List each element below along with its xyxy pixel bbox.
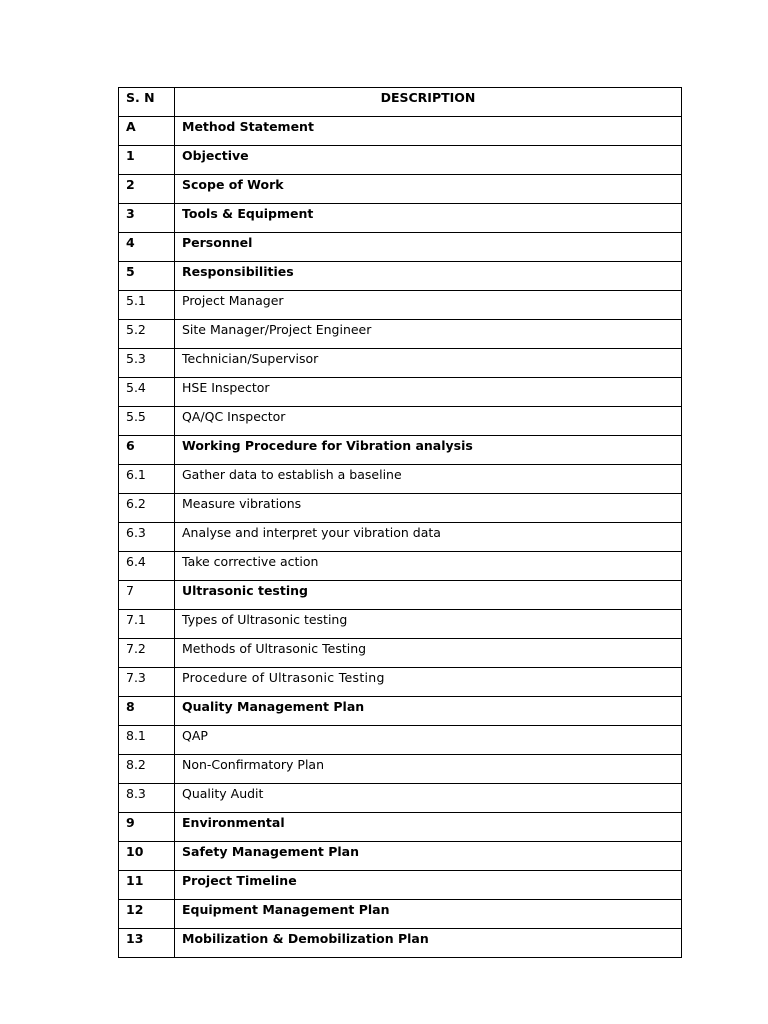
description-column-header: DESCRIPTION [175, 88, 682, 117]
row-description: Procedure of Ultrasonic Testing [175, 668, 682, 697]
row-sn: 7.1 [119, 610, 175, 639]
table-row [119, 813, 682, 842]
table-row [119, 494, 682, 523]
row-description: Methods of Ultrasonic Testing [175, 639, 682, 668]
table-row [119, 407, 682, 436]
table-row [119, 784, 682, 813]
row-sn: 5.5 [119, 407, 175, 436]
row-sn: 4 [119, 233, 175, 262]
row-description: Quality Management Plan [175, 697, 682, 726]
row-sn: 5 [119, 262, 175, 291]
row-sn: 1 [119, 146, 175, 175]
row-description: Quality Audit [175, 784, 682, 813]
contents-table [118, 87, 682, 958]
table-row [119, 697, 682, 726]
table-header-row [119, 88, 682, 117]
row-sn: 6.3 [119, 523, 175, 552]
row-description: Tools & Equipment [175, 204, 682, 233]
row-sn: 7 [119, 581, 175, 610]
table-row [119, 871, 682, 900]
row-description: Working Procedure for Vibration analysis [175, 436, 682, 465]
row-sn: 7.3 [119, 668, 175, 697]
table-row [119, 900, 682, 929]
table-row [119, 465, 682, 494]
row-sn: 5.2 [119, 320, 175, 349]
table-row [119, 291, 682, 320]
row-description: Take corrective action [175, 552, 682, 581]
row-sn: 6.4 [119, 552, 175, 581]
row-description: Method Statement [175, 117, 682, 146]
row-description: HSE Inspector [175, 378, 682, 407]
row-description: Ultrasonic testing [175, 581, 682, 610]
row-description: Safety Management Plan [175, 842, 682, 871]
table-row [119, 436, 682, 465]
row-description: Mobilization & Demobilization Plan [175, 929, 682, 958]
table-row [119, 755, 682, 784]
sn-column-header: S. N [119, 88, 175, 117]
table-row [119, 146, 682, 175]
table-row [119, 842, 682, 871]
table-row [119, 668, 682, 697]
row-sn: 8 [119, 697, 175, 726]
row-sn: 5.4 [119, 378, 175, 407]
row-description: Environmental [175, 813, 682, 842]
table-row [119, 726, 682, 755]
row-description: Non-Confirmatory Plan [175, 755, 682, 784]
table-row [119, 581, 682, 610]
row-description: Responsibilities [175, 262, 682, 291]
row-sn: 9 [119, 813, 175, 842]
row-sn: 5.1 [119, 291, 175, 320]
row-sn: 8.3 [119, 784, 175, 813]
row-sn: A [119, 117, 175, 146]
row-description: Gather data to establish a baseline [175, 465, 682, 494]
table-row [119, 929, 682, 958]
row-sn: 13 [119, 929, 175, 958]
table-row [119, 204, 682, 233]
row-description: QAP [175, 726, 682, 755]
row-sn: 6.2 [119, 494, 175, 523]
table-row [119, 262, 682, 291]
row-sn: 11 [119, 871, 175, 900]
row-sn: 3 [119, 204, 175, 233]
table-row [119, 349, 682, 378]
row-sn: 6.1 [119, 465, 175, 494]
table-row [119, 610, 682, 639]
row-sn: 8.1 [119, 726, 175, 755]
row-description: Objective [175, 146, 682, 175]
row-sn: 5.3 [119, 349, 175, 378]
table-row [119, 523, 682, 552]
row-description: Equipment Management Plan [175, 900, 682, 929]
row-description: Personnel [175, 233, 682, 262]
row-description: Measure vibrations [175, 494, 682, 523]
row-sn: 12 [119, 900, 175, 929]
row-description: Technician/Supervisor [175, 349, 682, 378]
table-row [119, 175, 682, 204]
row-description: Project Timeline [175, 871, 682, 900]
row-description: Analyse and interpret your vibration data [175, 523, 682, 552]
table-row [119, 378, 682, 407]
row-sn: 10 [119, 842, 175, 871]
row-description: Scope of Work [175, 175, 682, 204]
row-description: QA/QC Inspector [175, 407, 682, 436]
row-sn: 2 [119, 175, 175, 204]
row-sn: 6 [119, 436, 175, 465]
row-description: Site Manager/Project Engineer [175, 320, 682, 349]
row-sn: 8.2 [119, 755, 175, 784]
table-row [119, 320, 682, 349]
table-row [119, 233, 682, 262]
row-description: Project Manager [175, 291, 682, 320]
table-row [119, 639, 682, 668]
table-row [119, 552, 682, 581]
row-description: Types of Ultrasonic testing [175, 610, 682, 639]
row-sn: 7.2 [119, 639, 175, 668]
table-row [119, 117, 682, 146]
